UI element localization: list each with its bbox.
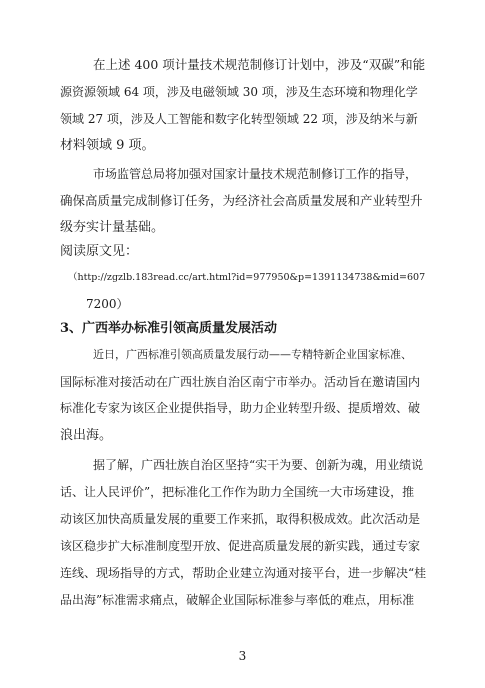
source-url[interactable]: （http://zgzlb.183read.cc/art.html?id=977950&p=1391134738&mid=607 — [68, 272, 426, 283]
text-line: 标准化专家为该区企业提供指导，助力企业转型升级、提质增效、破 — [60, 401, 421, 415]
text-line: 确保高质量完成制修订任务，为经济社会高质量发展和产业转型升 — [60, 193, 423, 208]
text-line: 据了解，广西壮族自治区坚持“实干为要、创新为魂，用业绩说 — [93, 458, 424, 472]
text-line: 近日，广西标准引领高质量发展行动——专精特新企业国家标准、 — [93, 348, 412, 361]
text-line: 源资源领域 64 项，涉及电磁领域 30 项，涉及生态环境和物理化学 — [60, 85, 418, 99]
section-heading: 3、广西举办标准引领高质量发展活动 — [60, 321, 278, 336]
page-number: 3 — [238, 649, 247, 663]
text-line: 品出海”标准需求痛点，破解企业国际标准参与率低的难点，用标准 — [60, 593, 415, 607]
text-line: 在上述 400 项计量技术规范制修订计划中，涉及“双碳”和能 — [93, 57, 426, 72]
text-line: 该区稳步扩大标准制度型开放、促进高质量发展的新实践，通过专家 — [60, 539, 421, 553]
text-line: 材料领域 9 项。 — [60, 138, 155, 153]
text-line: 市场监管总局将加强对国家计量技术规范制修订工作的指导， — [93, 167, 418, 181]
text-line: 国际标准对接活动在广西壮族自治区南宁市举办。活动旨在邀请国内 — [60, 375, 421, 389]
text-line: 话、让人民评价”，把标准化工作作为助力全国统一大市场建设，推 — [60, 485, 415, 499]
text-line: 领域 27 项，涉及人工智能和数字化转型领域 22 项，涉及纳米与新 — [60, 112, 418, 126]
text-line: 浪出海。 — [60, 428, 113, 443]
read-original-label: 阅读原文见： — [60, 244, 139, 259]
text-line: 连线、现场指导的方式，帮助企业建立沟通对接平台，进一步解决“桂 — [60, 566, 427, 580]
text-line: 级夯实计量基础。 — [60, 220, 165, 235]
source-url-continued[interactable]: 7200） — [86, 297, 129, 311]
text-line: 动该区加快高质量发展的重要工作来抓，取得积极成效。此次活动是 — [60, 512, 421, 526]
